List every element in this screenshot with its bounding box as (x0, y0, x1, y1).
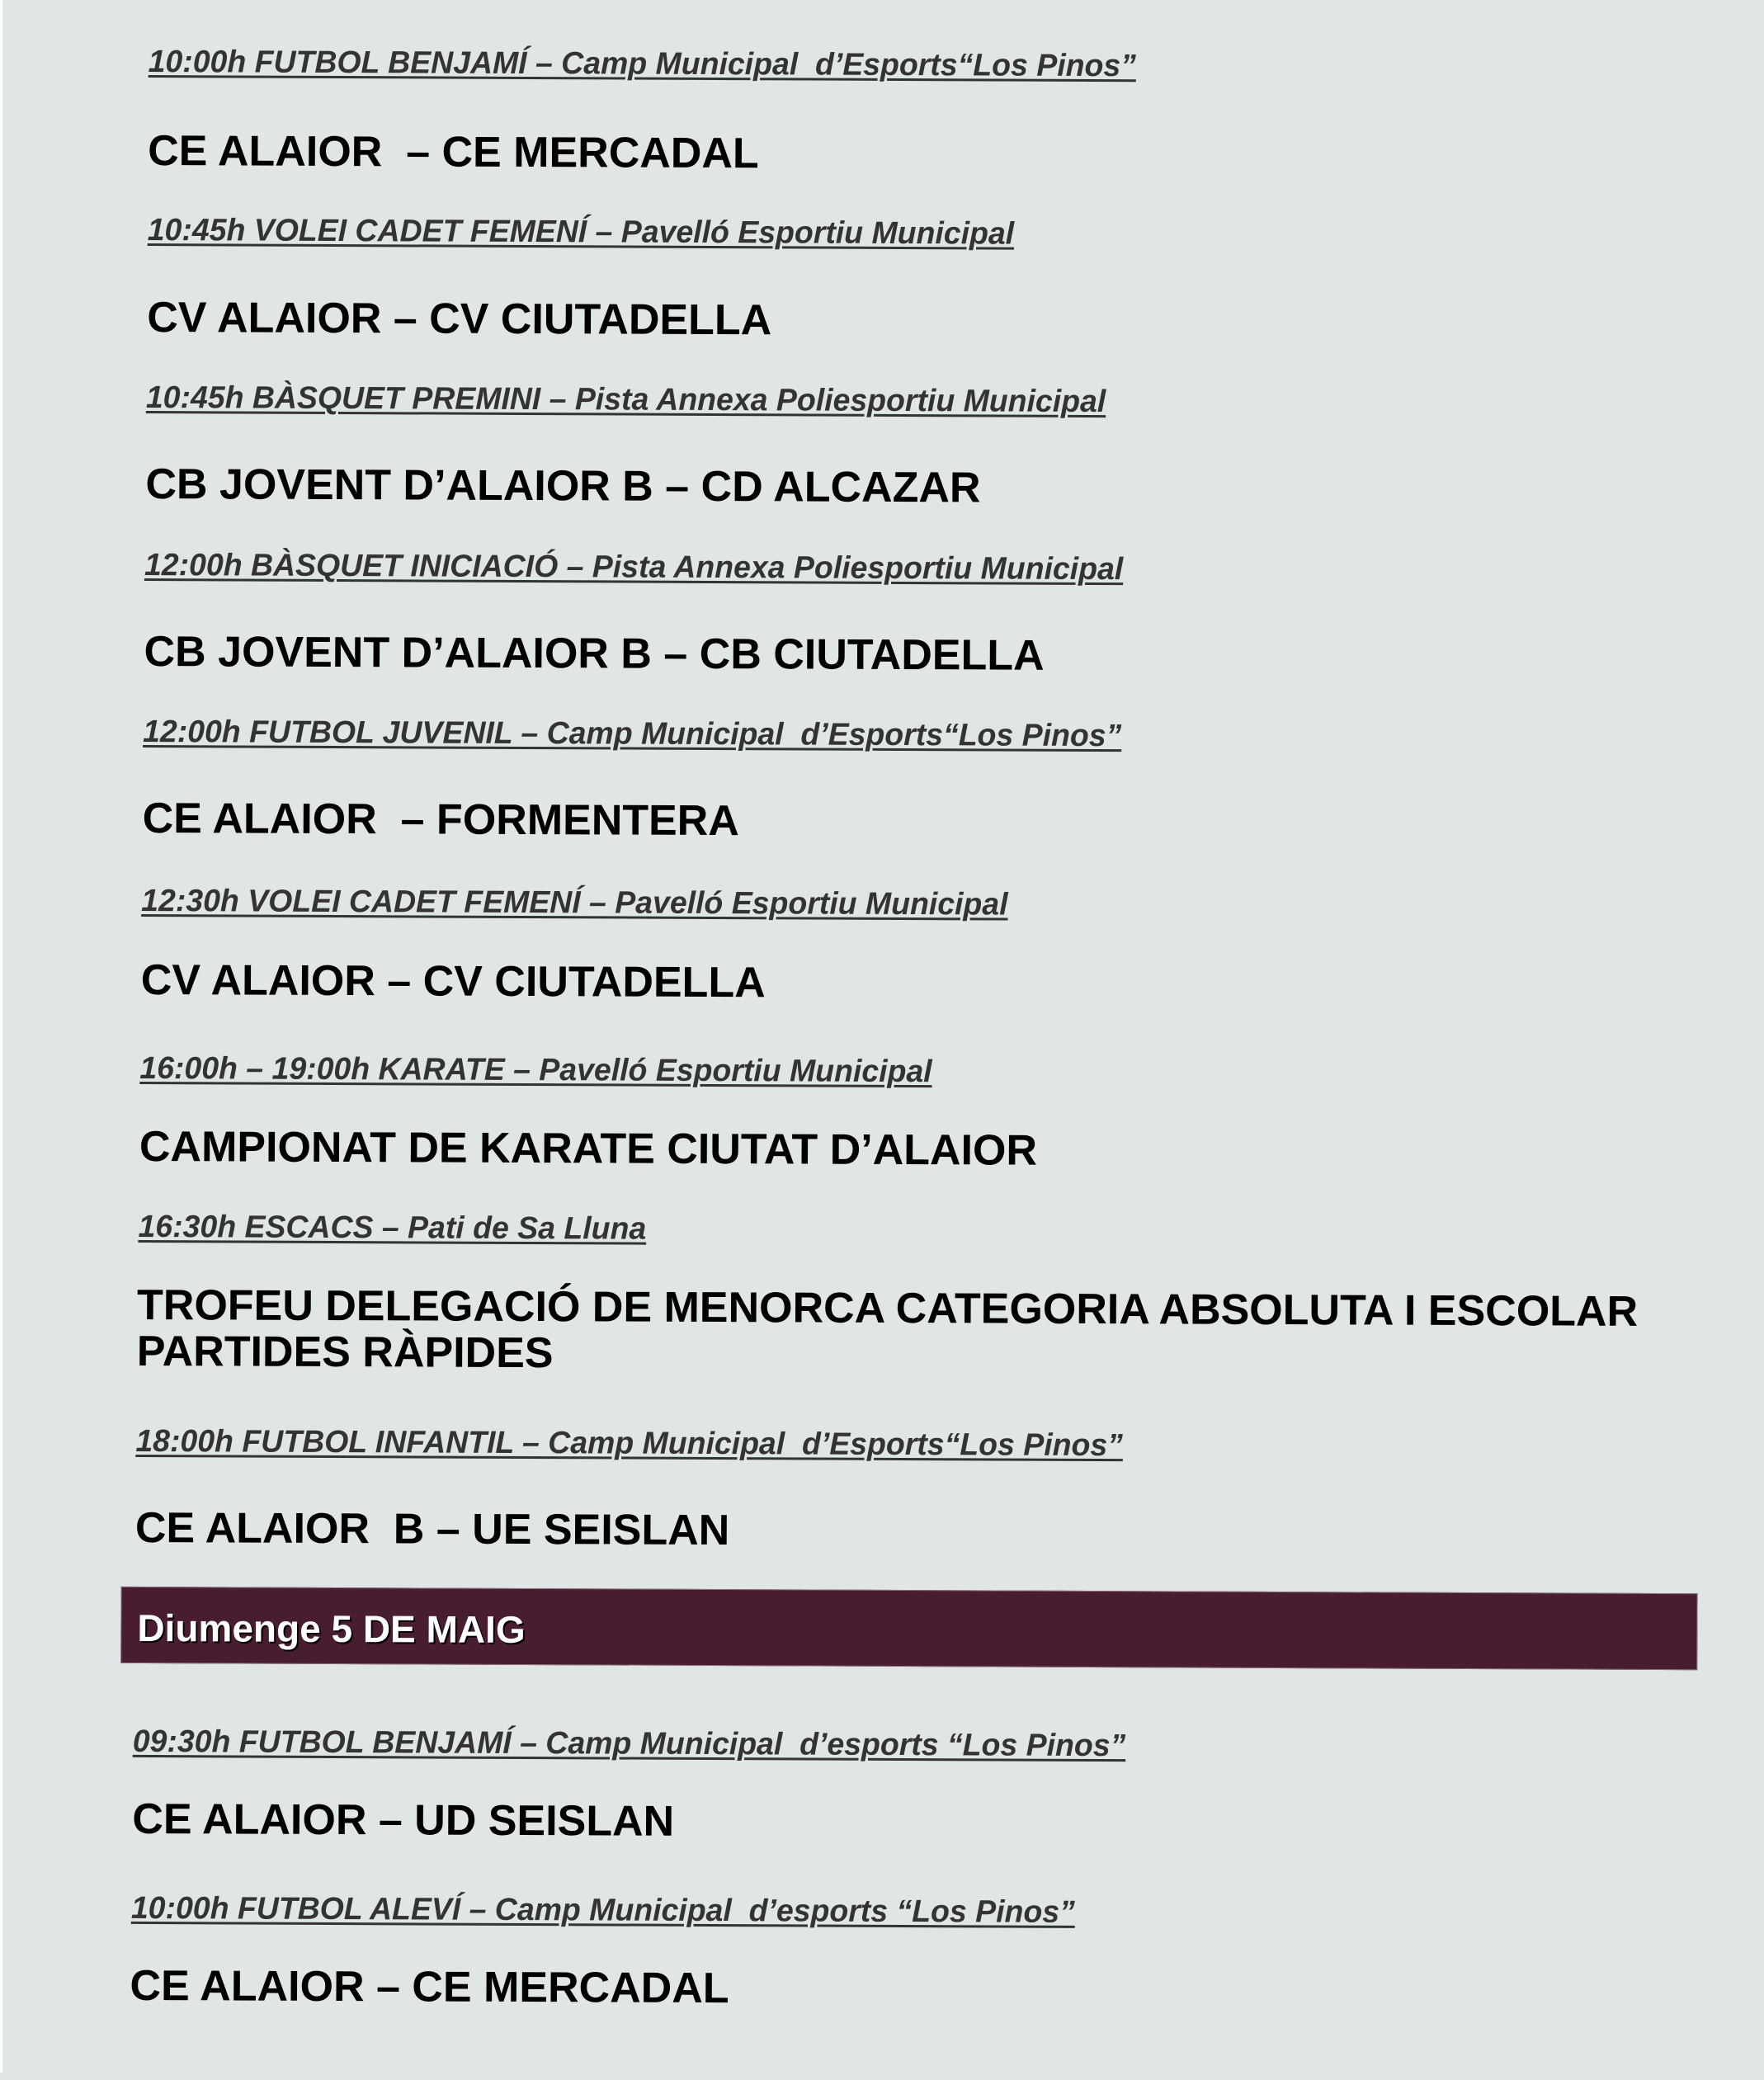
event-title-basquet-premini: CB JOVENT D’ALAIOR B – CD ALCAZAR (145, 460, 981, 512)
event-heading-futbol-juvenil: 12:00h FUTBOL JUVENIL – Camp Municipal d’Esports“Los Pinos” (143, 714, 1122, 754)
event-heading-volei-cadet-1: 10:45h VOLEI CADET FEMENÍ – Pavelló Esportiu Municipal (147, 212, 1015, 252)
event-title-volei-cadet-1: CV ALAIOR – CV CIUTADELLA (147, 293, 772, 345)
event-heading-basquet-premini: 10:45h BÀSQUET PREMINI – Pista Annexa Poliesportiu Municipal (145, 380, 1106, 420)
event-heading-escacs: 16:30h ESCACS – Pati de Sa Lluna (138, 1209, 647, 1247)
event-title-escacs-line2: PARTIDES RÀPIDES (136, 1327, 554, 1378)
event-title-futbol-juvenil: CE ALAIOR – FORMENTERA (142, 794, 739, 846)
event-heading-futbol-alevi: 10:00h FUTBOL ALEVÍ – Camp Municipal d’esports “Los Pinos” (130, 1890, 1075, 1930)
event-heading-volei-cadet-2: 12:30h VOLEI CADET FEMENÍ – Pavelló Esportiu Municipal (141, 883, 1008, 922)
event-heading-futbol-benjami: 10:00h FUTBOL BENJAMÍ – Camp Municipal d’Esports“Los Pinos” (148, 44, 1137, 84)
event-title-futbol-benjami: CE ALAIOR – CE MERCADAL (148, 126, 759, 178)
event-heading-karate: 16:00h – 19:00h KARATE – Pavelló Esportiu Municipal (139, 1050, 932, 1090)
event-heading-futbol-benjami-sunday: 09:30h FUTBOL BENJAMÍ – Camp Municipal d’esports “Los Pinos” (132, 1724, 1126, 1764)
event-title-futbol-alevi: CE ALAIOR – CE MERCADAL (130, 1961, 729, 2013)
day-banner-label: Diumenge 5 DE MAIG (137, 1606, 526, 1652)
event-heading-basquet-iniciacio: 12:00h BÀSQUET INICIACIÓ – Pista Annexa Poliesportiu Municipal (144, 547, 1124, 587)
event-heading-futbol-infantil: 18:00h FUTBOL INFANTIL – Camp Municipal d’Esports“Los Pinos” (135, 1423, 1124, 1464)
event-title-karate: CAMPIONAT DE KARATE CIUTAT D’ALAIOR (139, 1122, 1038, 1175)
event-title-escacs-line1: TROFEU DELEGACIÓ DE MENORCA CATEGORIA ABSOLUTA I ESCOLAR (136, 1281, 1639, 1336)
day-banner-sunday (120, 1587, 1697, 1670)
event-title-basquet-iniciacio: CB JOVENT D’ALAIOR B – CB CIUTADELLA (144, 627, 1045, 680)
event-title-volei-cadet-2: CV ALAIOR – CV CIUTADELLA (140, 955, 766, 1007)
event-title-futbol-infantil: CE ALAIOR B – UE SEISLAN (134, 1503, 730, 1555)
event-title-futbol-benjami-sunday: CE ALAIOR – UD SEISLAN (132, 1795, 675, 1846)
